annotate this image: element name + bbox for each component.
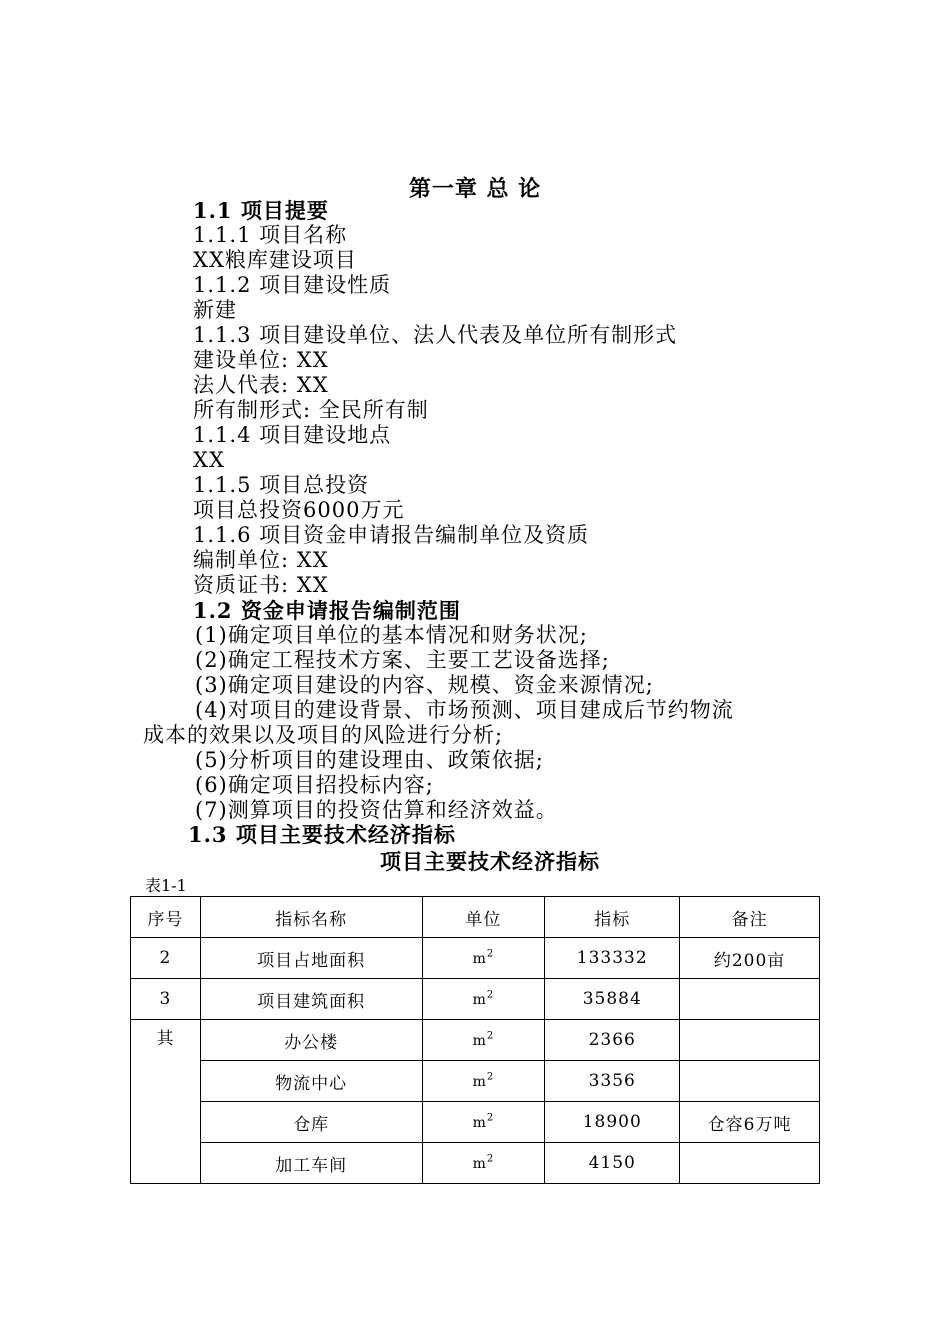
list-item: (5)分析项目的建设理由、政策依据; xyxy=(195,748,544,772)
section-heading: 1.3 项目主要技术经济指标 xyxy=(188,822,456,847)
body-text: 资质证书: XX xyxy=(193,573,329,597)
unit-base: m xyxy=(472,992,487,1008)
table-label: 表1-1 xyxy=(145,876,187,895)
value-cell: 3356 xyxy=(545,1061,680,1102)
header-cell: 指标 xyxy=(545,897,680,938)
list-item: (6)确定项目招投标内容; xyxy=(195,773,434,797)
unit-base: m xyxy=(472,1156,487,1172)
value-cell: 133332 xyxy=(545,938,680,979)
note-cell xyxy=(680,1061,820,1102)
unit-exponent: 2 xyxy=(486,1030,495,1042)
value-cell: 35884 xyxy=(545,979,680,1020)
row-number-cell: 2 xyxy=(131,938,201,979)
unit-exponent: 2 xyxy=(486,1071,495,1083)
section-heading: 1.1 项目提要 xyxy=(193,198,329,223)
list-item: (4)对项目的建设背景、市场预测、项目建成后节约物流 xyxy=(195,698,734,722)
table-row xyxy=(131,1020,820,1061)
unit-cell xyxy=(422,938,545,979)
table-row xyxy=(131,1102,820,1143)
subsection-heading: 1.1.3 项目建设单位、法人代表及单位所有制形式 xyxy=(193,323,678,347)
unit-exponent: 2 xyxy=(486,1112,495,1124)
row-group-cell: 其 xyxy=(131,1020,201,1184)
header-cell: 单位 xyxy=(422,897,545,938)
body-text: XX粮库建设项目 xyxy=(193,248,357,272)
body-text: 新建 xyxy=(193,298,237,322)
unit-cell xyxy=(422,979,545,1020)
indicator-name-cell: 项目建筑面积 xyxy=(200,979,422,1020)
list-item: (7)测算项目的投资估算和经济效益。 xyxy=(195,798,558,822)
subsection-heading: 1.1.4 项目建设地点 xyxy=(193,423,392,447)
header-cell: 备注 xyxy=(680,897,820,938)
body-text: 法人代表: XX xyxy=(193,373,329,397)
list-item-continuation: 成本的效果以及项目的风险进行分析; xyxy=(143,723,504,747)
subsection-heading: 1.1.2 项目建设性质 xyxy=(193,273,392,297)
unit-base: m xyxy=(472,1115,487,1131)
note-cell: 仓容6万吨 xyxy=(680,1102,820,1143)
body-text: 所有制形式: 全民所有制 xyxy=(193,398,429,422)
indicator-name-cell: 加工车间 xyxy=(200,1143,422,1184)
chapter-title: 第一章 总 论 xyxy=(408,176,542,202)
indicators-table xyxy=(130,896,820,1184)
body-text: XX xyxy=(193,448,225,472)
unit-cell xyxy=(422,1143,545,1184)
header-cell: 指标名称 xyxy=(200,897,422,938)
indicator-name-cell: 仓库 xyxy=(200,1102,422,1143)
body-text: 编制单位: XX xyxy=(193,548,329,572)
unit-base: m xyxy=(472,1033,487,1049)
row-number-cell: 3 xyxy=(131,979,201,1020)
table-row xyxy=(131,979,820,1020)
indicator-name-cell: 办公楼 xyxy=(200,1020,422,1061)
table-header-row xyxy=(131,897,820,938)
section-heading: 1.2 资金申请报告编制范围 xyxy=(193,598,461,623)
unit-exponent: 2 xyxy=(486,1153,495,1165)
list-item: (3)确定项目建设的内容、规模、资金来源情况; xyxy=(195,673,654,697)
indicator-name-cell: 物流中心 xyxy=(200,1061,422,1102)
unit-exponent: 2 xyxy=(486,989,495,1001)
header-cell: 序号 xyxy=(131,897,201,938)
unit-base: m xyxy=(472,1074,487,1090)
subsection-heading: 1.1.5 项目总投资 xyxy=(193,473,370,497)
note-cell: 约200亩 xyxy=(680,938,820,979)
body-text: 项目总投资6000万元 xyxy=(193,498,405,522)
value-cell: 2366 xyxy=(545,1020,680,1061)
table-row xyxy=(131,1061,820,1102)
unit-exponent: 2 xyxy=(486,948,495,960)
value-cell: 18900 xyxy=(545,1102,680,1143)
unit-cell xyxy=(422,1061,545,1102)
list-item: (2)确定工程技术方案、主要工艺设备选择; xyxy=(195,648,610,672)
subsection-heading: 1.1.6 项目资金申请报告编制单位及资质 xyxy=(193,523,590,547)
note-cell xyxy=(680,979,820,1020)
body-text: 建设单位: XX xyxy=(193,348,329,372)
table-row xyxy=(131,1143,820,1184)
value-cell: 4150 xyxy=(545,1143,680,1184)
subsection-heading: 1.1.1 项目名称 xyxy=(193,223,348,247)
table-title: 项目主要技术经济指标 xyxy=(380,849,600,874)
note-cell xyxy=(680,1143,820,1184)
unit-cell xyxy=(422,1020,545,1061)
indicator-name-cell: 项目占地面积 xyxy=(200,938,422,979)
list-item: (1)确定项目单位的基本情况和财务状况; xyxy=(195,623,588,647)
unit-base: m xyxy=(472,951,487,967)
unit-cell xyxy=(422,1102,545,1143)
table-row xyxy=(131,938,820,979)
note-cell xyxy=(680,1020,820,1061)
